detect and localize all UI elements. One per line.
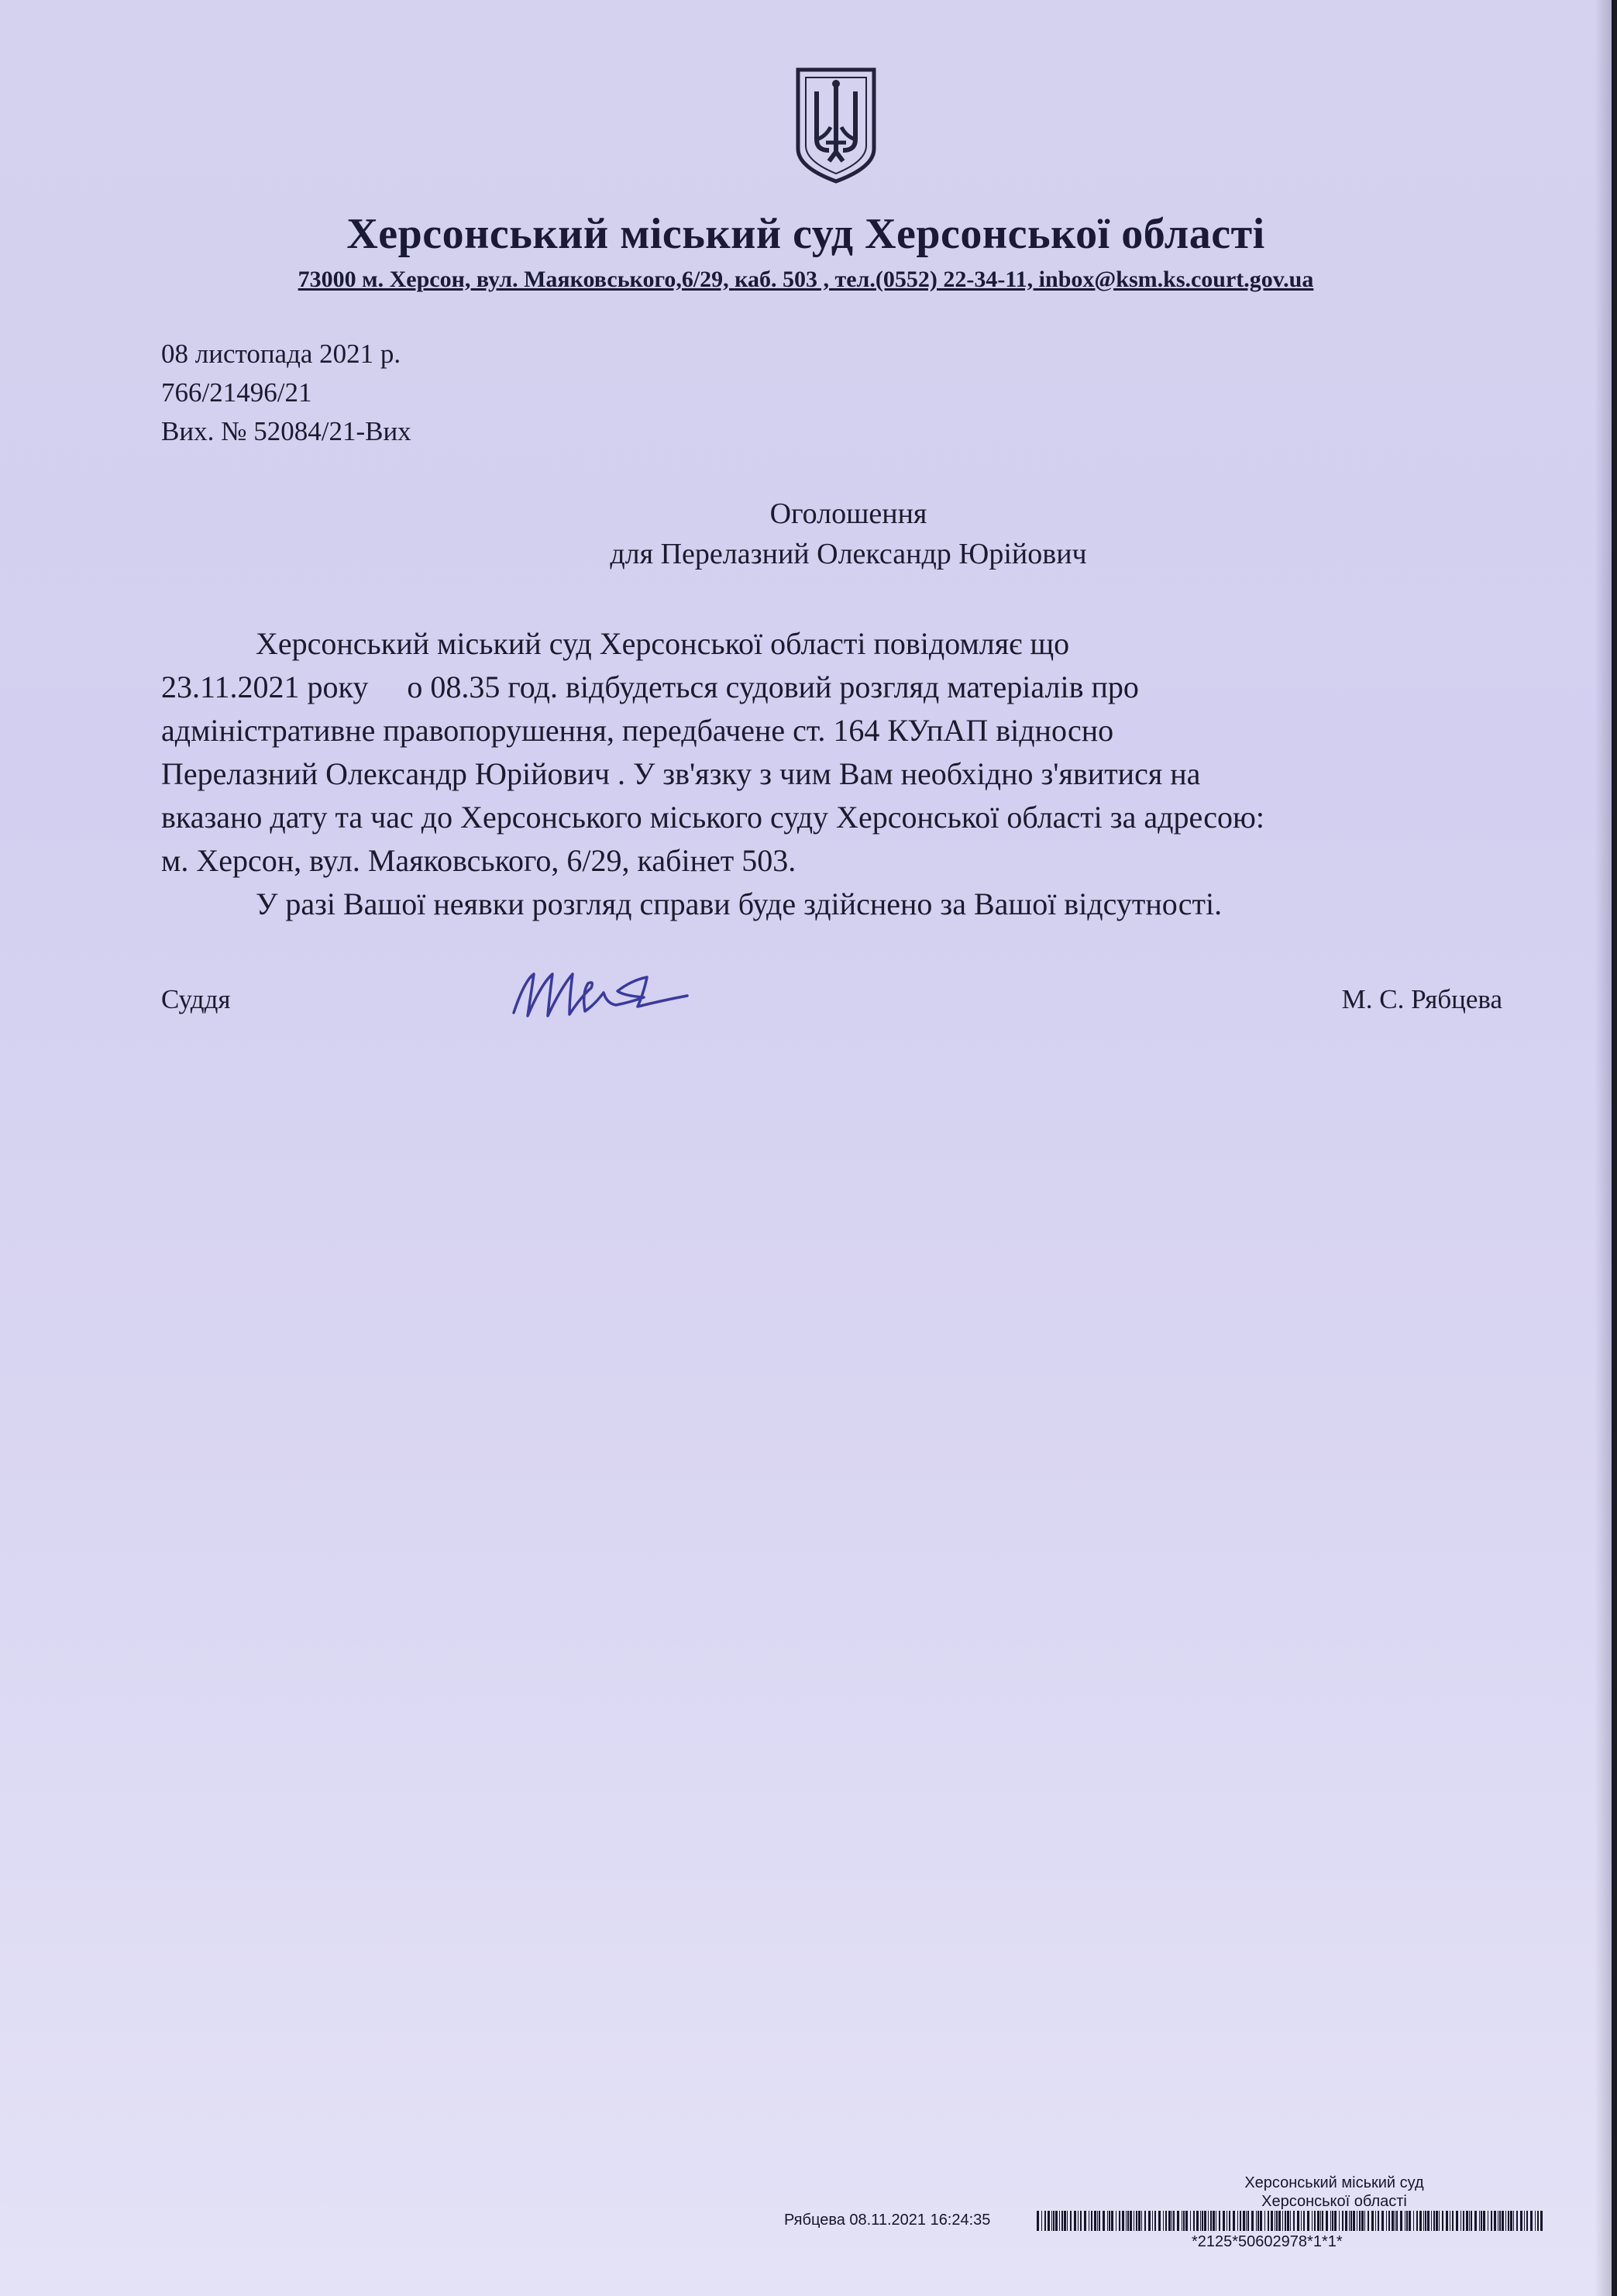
barcode-bar	[1312, 2211, 1313, 2231]
court-name-heading: Херсонський міський суд Херсонської області	[346, 210, 1265, 258]
barcode-bar	[1446, 2211, 1448, 2231]
barcode-bar	[1185, 2211, 1188, 2231]
barcode-bar	[1059, 2211, 1060, 2231]
barcode-bar	[1099, 2211, 1100, 2231]
barcode-bar	[1431, 2211, 1432, 2231]
barcode-bar	[1463, 2211, 1464, 2231]
barcode-bar	[1330, 2211, 1331, 2231]
barcode-bar	[1334, 2211, 1337, 2231]
barcode-bar	[1388, 2211, 1390, 2231]
barcode-bar	[1425, 2211, 1426, 2231]
barcode-bar	[1396, 2211, 1398, 2231]
barcode-bar	[1278, 2211, 1281, 2231]
barcode-bar	[1041, 2211, 1042, 2231]
barcode-bar	[1350, 2211, 1352, 2231]
barcode-bar	[1097, 2211, 1098, 2231]
barcode-bar	[1127, 2211, 1129, 2231]
barcode-bar	[1400, 2211, 1402, 2231]
barcode-bar	[1130, 2211, 1132, 2231]
barcode-bar	[1111, 2211, 1113, 2231]
handwritten-signature	[507, 957, 693, 1027]
barcode-bar	[1048, 2211, 1050, 2231]
judge-name: М. С. Рябцева	[1341, 984, 1502, 1014]
barcode-bar	[1460, 2211, 1461, 2231]
barcode-bar	[1537, 2211, 1539, 2231]
barcode-bar	[1154, 2211, 1156, 2231]
barcode-bar	[1419, 2211, 1422, 2231]
barcode-bar	[1122, 2211, 1124, 2231]
barcode-bar	[1516, 2211, 1518, 2231]
document-meta	[161, 335, 411, 451]
barcode-bar	[1196, 2211, 1199, 2231]
barcode-bar	[1491, 2211, 1492, 2231]
barcode-bar	[1386, 2211, 1387, 2231]
barcode-bar	[1213, 2211, 1215, 2231]
notice-title: Оголошення	[769, 497, 927, 530]
barcode-bar	[1119, 2211, 1120, 2231]
barcode-bar	[1202, 2211, 1203, 2231]
barcode-bar	[1339, 2211, 1340, 2231]
barcode-bar	[1107, 2211, 1108, 2231]
barcode-bar	[1148, 2211, 1151, 2231]
barcode-bar	[1183, 2211, 1185, 2231]
barcode-bar	[1332, 2211, 1333, 2231]
barcode-bar	[1168, 2211, 1171, 2231]
body-line: м. Херсон, вул. Маяковського, 6/29, кабінет 503.	[161, 843, 796, 878]
barcode-bar	[1190, 2211, 1191, 2231]
barcode-bar	[1051, 2211, 1052, 2231]
body-line: адміністративне правопорушення, передбачене ст. 164 КУпАП відносно	[161, 713, 1114, 748]
barcode-bar	[1409, 2211, 1411, 2231]
barcode-bar	[1526, 2211, 1528, 2231]
barcode-bar	[1378, 2211, 1379, 2231]
stamp-court-name: Херсонський міський суд Херсонської області	[1244, 2174, 1424, 2210]
barcode-bar	[1436, 2211, 1438, 2231]
barcode-bar	[1064, 2211, 1066, 2231]
barcode-bar	[1433, 2211, 1435, 2231]
barcode-bar	[1502, 2211, 1504, 2231]
barcode-bar	[1136, 2211, 1137, 2231]
barcode-bar	[1322, 2211, 1323, 2231]
notice-body	[161, 622, 1533, 926]
barcode-bar	[1413, 2211, 1414, 2231]
barcode-bar	[1233, 2211, 1235, 2231]
barcode-bar	[1301, 2211, 1302, 2231]
barcode-bar	[1268, 2211, 1269, 2231]
barcode-bar	[1290, 2211, 1291, 2231]
notice-addressee: для Перелазний Олександр Юрійович	[610, 538, 1087, 570]
outgoing-number: Вих. № 52084/21-Вих	[161, 416, 411, 446]
barcode-bar	[1173, 2211, 1175, 2231]
body-line: 23.11.2021 року о 08.35 год. відбудеться судовий розгляд матеріалів про	[161, 670, 1139, 704]
barcode-bar	[1080, 2211, 1082, 2231]
barcode-bar	[1276, 2211, 1278, 2231]
barcode-bar	[1375, 2211, 1376, 2231]
barcode-bar	[1416, 2211, 1418, 2231]
barcode-bar	[1091, 2211, 1092, 2231]
barcode-bar	[1163, 2211, 1164, 2231]
barcode-bar	[1144, 2211, 1146, 2231]
barcode-bar	[1126, 2211, 1127, 2231]
barcode-bar	[1392, 2211, 1394, 2231]
barcode-bar	[1165, 2211, 1167, 2231]
stamp-document-code: *2125*50602978*1*1*	[1192, 2233, 1343, 2250]
barcode-bar	[1285, 2211, 1286, 2231]
barcode-bar	[1381, 2211, 1384, 2231]
electronic-signature-stamp	[784, 2174, 1559, 2290]
barcode-bar	[1452, 2211, 1454, 2231]
barcode-bar	[1442, 2211, 1443, 2231]
barcode-bar	[1535, 2211, 1536, 2231]
barcode-bar	[1359, 2211, 1361, 2231]
barcode-bar	[1229, 2211, 1230, 2231]
barcode-bar	[1037, 2211, 1039, 2231]
barcode-bar	[1293, 2211, 1295, 2231]
barcode-bar	[1423, 2211, 1424, 2231]
barcode-bar	[1406, 2211, 1408, 2231]
barcode-bar	[1471, 2211, 1472, 2231]
barcode-bar	[1138, 2211, 1141, 2231]
barcode-bar	[1246, 2211, 1247, 2231]
barcode-bar	[1193, 2211, 1195, 2231]
body-line: Перелазний Олександр Юрійович . У зв'язку з чим Вам необхідно з'явитися на	[161, 756, 1201, 791]
barcode-bar	[1061, 2211, 1063, 2231]
barcode-bar	[1200, 2211, 1201, 2231]
barcode-bar	[1044, 2211, 1046, 2231]
barcode-bar	[1208, 2211, 1209, 2231]
barcode-bar	[1427, 2211, 1429, 2231]
barcode-bar	[1094, 2211, 1096, 2231]
barcode-bar	[1204, 2211, 1206, 2231]
barcode-bar	[1084, 2211, 1086, 2231]
barcode-bar	[1074, 2211, 1076, 2231]
case-number: 766/21496/21	[161, 377, 312, 408]
barcode-bar	[1303, 2211, 1305, 2231]
barcode-bar	[1481, 2211, 1482, 2231]
barcode-bar	[1345, 2211, 1347, 2231]
document-date: 08 листопада 2021 р.	[161, 339, 401, 369]
barcode-bar	[1469, 2211, 1470, 2231]
barcode-bar	[1510, 2211, 1512, 2231]
barcode-bar	[1158, 2211, 1161, 2231]
barcode-bar	[1141, 2211, 1142, 2231]
barcode-bar	[1070, 2211, 1072, 2231]
barcode-bar	[1540, 2211, 1543, 2231]
barcode-bar	[1247, 2211, 1249, 2231]
stamp-signer-timestamp: Рябцева 08.11.2021 16:24:35	[784, 2212, 991, 2229]
barcode-bar	[1513, 2211, 1514, 2231]
barcode-bar	[1260, 2211, 1262, 2231]
barcode-bar	[1287, 2211, 1289, 2231]
barcode-bar	[1479, 2211, 1480, 2231]
barcode-bar	[1368, 2211, 1369, 2231]
barcode-bar	[1456, 2211, 1458, 2231]
barcode-bar	[1508, 2211, 1509, 2231]
barcode-bar	[1067, 2211, 1068, 2231]
barcode-bar	[1243, 2211, 1245, 2231]
barcode-bar	[1361, 2211, 1364, 2231]
barcode-bar	[1307, 2211, 1309, 2231]
barcode-bar	[1171, 2211, 1172, 2231]
barcode-bar	[1364, 2211, 1365, 2231]
barcode-bar	[1257, 2211, 1259, 2231]
barcode-bar	[1251, 2211, 1254, 2231]
barcode-bar	[1524, 2211, 1525, 2231]
barcode-bar	[1237, 2211, 1238, 2231]
barcode-bar	[1297, 2211, 1299, 2231]
barcode-bar	[1103, 2211, 1105, 2231]
barcode-bar	[1520, 2211, 1522, 2231]
body-line: вказано дату та час до Херсонського міського суду Херсонської області за адресою:	[161, 800, 1264, 835]
barcode-bar	[1530, 2211, 1533, 2231]
barcode-bar	[1078, 2211, 1079, 2231]
barcode-bar	[1256, 2211, 1257, 2231]
barcode-bar	[1314, 2211, 1316, 2231]
barcode-bar	[1349, 2211, 1350, 2231]
barcode-bar	[1466, 2211, 1468, 2231]
barcode-bar	[1271, 2211, 1273, 2231]
court-address: 73000 м. Херсон, вул. Маяковського,6/29, каб. 503 , тел.(0552) 22-34-11, inbox@ksm.ks.court.gov.ua	[298, 267, 1314, 292]
hearing-date: 23.11.2021 року	[161, 670, 369, 704]
coat-of-arms-icon	[793, 65, 879, 184]
barcode-bar	[1053, 2211, 1054, 2231]
barcode-bar	[1342, 2211, 1343, 2231]
barcode-bar	[1282, 2211, 1283, 2231]
judge-label: Суддя	[161, 984, 231, 1014]
barcode-bar	[1483, 2211, 1485, 2231]
barcode-bar	[1494, 2211, 1496, 2231]
barcode-bar	[1439, 2211, 1440, 2231]
barcode-bar	[1353, 2211, 1355, 2231]
barcode-bar	[1505, 2211, 1506, 2231]
barcode-bar	[1055, 2211, 1058, 2231]
barcode-bar	[1223, 2211, 1225, 2231]
barcode-bar	[1326, 2211, 1328, 2231]
body-paragraph: У разі Вашої неявки розгляд справи буде здійснено за Вашої відсутності.	[256, 886, 1223, 921]
barcode-bar	[1320, 2211, 1321, 2231]
barcode-bar	[1474, 2211, 1477, 2231]
barcode-bar	[1317, 2211, 1319, 2231]
barcode-bar	[1240, 2211, 1241, 2231]
barcode-bar	[1264, 2211, 1265, 2231]
barcode-bar	[1219, 2211, 1220, 2231]
body-line: Херсонський міський суд Херсонської області повідомляє що	[256, 626, 1070, 661]
barcode-bar	[1499, 2211, 1501, 2231]
barcode-bar	[1152, 2211, 1153, 2231]
barcode-bar	[1109, 2211, 1110, 2231]
barcode	[1037, 2211, 1545, 2231]
notice-heading-block	[0, 494, 1617, 574]
barcode-bar	[1371, 2211, 1374, 2231]
barcode-bar	[1177, 2211, 1179, 2231]
page-edge-shadow	[1595, 0, 1612, 2296]
barcode-bar	[1210, 2211, 1212, 2231]
